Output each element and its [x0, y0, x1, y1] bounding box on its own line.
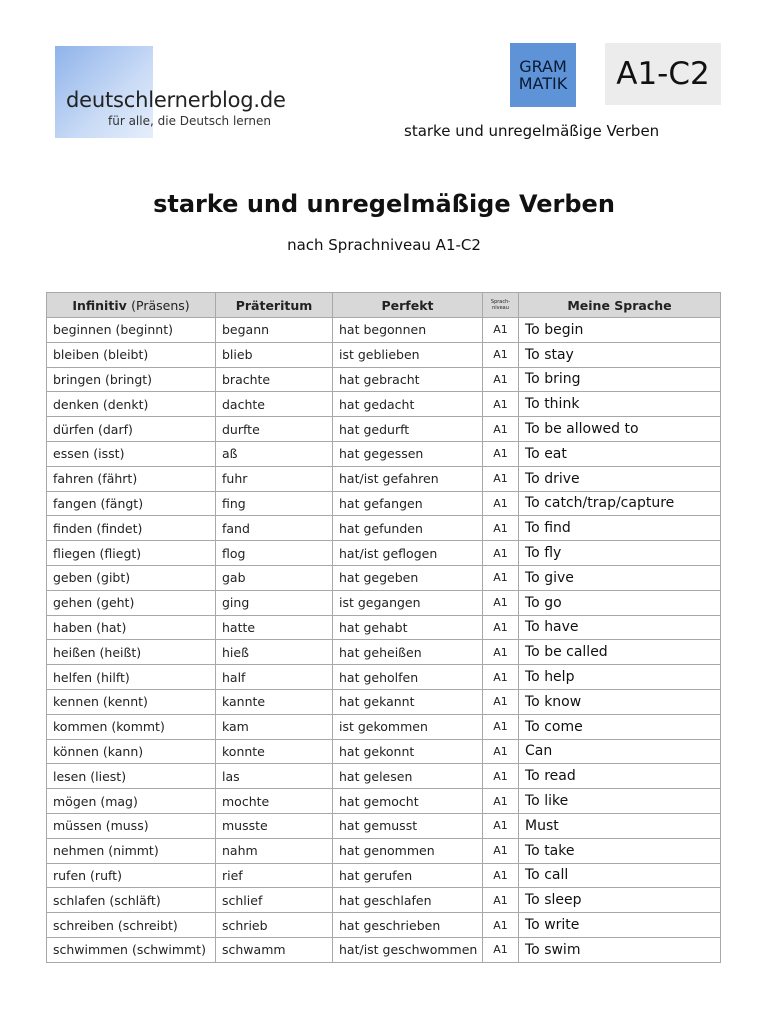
cell-sprachniveau: A1 [483, 417, 519, 442]
cell-meine-sprache[interactable]: To begin [519, 318, 721, 343]
table-row [47, 913, 721, 938]
table-row [47, 491, 721, 516]
cell-praeteritum: brachte [216, 367, 333, 392]
cell-perfekt: hat gegessen [333, 441, 483, 466]
cell-sprachniveau: A1 [483, 491, 519, 516]
table-row [47, 937, 721, 962]
cell-perfekt: hat gemocht [333, 789, 483, 814]
cell-praeteritum: hatte [216, 615, 333, 640]
cell-sprachniveau: A1 [483, 441, 519, 466]
table-row [47, 441, 721, 466]
cell-meine-sprache[interactable]: To swim [519, 937, 721, 962]
cell-meine-sprache[interactable]: To drive [519, 466, 721, 491]
cell-infinitiv: können (kann) [47, 739, 216, 764]
cell-infinitiv: lesen (liest) [47, 764, 216, 789]
cell-meine-sprache[interactable]: To catch/trap/capture [519, 491, 721, 516]
cell-meine-sprache[interactable]: Must [519, 813, 721, 838]
cell-sprachniveau: A1 [483, 888, 519, 913]
logo-tagline: für alle, die Deutsch lernen [108, 114, 271, 128]
cell-praeteritum: mochte [216, 789, 333, 814]
grammatik-badge [510, 43, 576, 107]
cell-sprachniveau: A1 [483, 541, 519, 566]
cell-sprachniveau: A1 [483, 466, 519, 491]
header-praesens-label: (Präsens) [131, 297, 190, 313]
cell-infinitiv: rufen (ruft) [47, 863, 216, 888]
cell-perfekt: hat/ist geschwommen [333, 937, 483, 962]
header-perfekt: Perfekt [333, 293, 483, 318]
cell-sprachniveau: A1 [483, 689, 519, 714]
cell-infinitiv: geben (gibt) [47, 565, 216, 590]
cell-praeteritum: konnte [216, 739, 333, 764]
cell-meine-sprache[interactable]: To take [519, 838, 721, 863]
cell-sprachniveau: A1 [483, 764, 519, 789]
cell-perfekt: hat gedurft [333, 417, 483, 442]
cell-infinitiv: bleiben (bleibt) [47, 342, 216, 367]
header-meine-sprache: Meine Sprache [519, 293, 721, 318]
table-row [47, 466, 721, 491]
logo-text[interactable]: deutschlernerblog.de [66, 88, 286, 112]
cell-meine-sprache[interactable]: To find [519, 516, 721, 541]
cell-infinitiv: haben (hat) [47, 615, 216, 640]
cell-praeteritum: schrieb [216, 913, 333, 938]
table-row [47, 615, 721, 640]
header-sprachniveau [483, 293, 519, 318]
cell-meine-sprache[interactable]: To read [519, 764, 721, 789]
cell-infinitiv: fangen (fängt) [47, 491, 216, 516]
cell-perfekt: hat gekonnt [333, 739, 483, 764]
page-subtitle: nach Sprachniveau A1-C2 [287, 236, 481, 254]
cell-meine-sprache[interactable]: To go [519, 590, 721, 615]
cell-meine-sprache[interactable]: To call [519, 863, 721, 888]
page-title: starke und unregelmäßige Verben [153, 190, 615, 218]
cell-meine-sprache[interactable]: To write [519, 913, 721, 938]
cell-perfekt: hat gefunden [333, 516, 483, 541]
cell-infinitiv: gehen (geht) [47, 590, 216, 615]
cell-perfekt: hat gelesen [333, 764, 483, 789]
cell-perfekt: hat genommen [333, 838, 483, 863]
cell-infinitiv: denken (denkt) [47, 392, 216, 417]
cell-praeteritum: musste [216, 813, 333, 838]
table-row [47, 764, 721, 789]
cell-praeteritum: kam [216, 714, 333, 739]
table-row [47, 565, 721, 590]
cell-perfekt: hat begonnen [333, 318, 483, 343]
table-row [47, 665, 721, 690]
cell-sprachniveau: A1 [483, 863, 519, 888]
cell-meine-sprache[interactable]: To have [519, 615, 721, 640]
cell-sprachniveau: A1 [483, 640, 519, 665]
cell-meine-sprache[interactable]: To like [519, 789, 721, 814]
cell-praeteritum: fing [216, 491, 333, 516]
cell-infinitiv: bringen (bringt) [47, 367, 216, 392]
cell-perfekt: hat gehabt [333, 615, 483, 640]
cell-infinitiv: heißen (heißt) [47, 640, 216, 665]
cell-praeteritum: fuhr [216, 466, 333, 491]
cell-perfekt: hat/ist gefahren [333, 466, 483, 491]
cell-meine-sprache[interactable]: To eat [519, 441, 721, 466]
table-row [47, 541, 721, 566]
table-row [47, 590, 721, 615]
cell-sprachniveau: A1 [483, 937, 519, 962]
cell-sprachniveau: A1 [483, 590, 519, 615]
cell-infinitiv: schlafen (schläft) [47, 888, 216, 913]
cell-perfekt: hat gedacht [333, 392, 483, 417]
cell-infinitiv: finden (findet) [47, 516, 216, 541]
cell-meine-sprache[interactable]: To be called [519, 640, 721, 665]
cell-perfekt: hat geschlafen [333, 888, 483, 913]
cell-praeteritum: half [216, 665, 333, 690]
cell-meine-sprache[interactable]: To give [519, 565, 721, 590]
cell-perfekt: hat/ist geflogen [333, 541, 483, 566]
cell-meine-sprache[interactable]: To help [519, 665, 721, 690]
table-row [47, 367, 721, 392]
cell-perfekt: hat gebracht [333, 367, 483, 392]
cell-perfekt: ist gekommen [333, 714, 483, 739]
cell-perfekt: hat gefangen [333, 491, 483, 516]
cell-praeteritum: dachte [216, 392, 333, 417]
cell-sprachniveau: A1 [483, 789, 519, 814]
header-sprachniveau-line-1: Sprach- [490, 299, 511, 305]
cell-infinitiv: nehmen (nimmt) [47, 838, 216, 863]
cell-meine-sprache[interactable]: To stay [519, 342, 721, 367]
header-infinitiv-label: Infinitiv [72, 297, 127, 313]
cell-infinitiv: schwimmen (schwimmt) [47, 937, 216, 962]
cell-meine-sprache[interactable]: Can [519, 739, 721, 764]
cell-infinitiv: fliegen (fliegt) [47, 541, 216, 566]
cell-perfekt: hat geheißen [333, 640, 483, 665]
cell-meine-sprache[interactable]: To come [519, 714, 721, 739]
cell-praeteritum: flog [216, 541, 333, 566]
cell-sprachniveau: A1 [483, 714, 519, 739]
cell-perfekt: hat gegeben [333, 565, 483, 590]
cell-infinitiv: beginnen (beginnt) [47, 318, 216, 343]
cell-praeteritum: schlief [216, 888, 333, 913]
cell-praeteritum: las [216, 764, 333, 789]
grammatik-line-2: MATIK [518, 74, 568, 93]
header-praeteritum: Präteritum [216, 293, 333, 318]
cell-sprachniveau: A1 [483, 516, 519, 541]
cell-sprachniveau: A1 [483, 813, 519, 838]
cell-praeteritum: rief [216, 863, 333, 888]
cell-praeteritum: ging [216, 590, 333, 615]
cell-perfekt: hat geschrieben [333, 913, 483, 938]
cell-perfekt: ist geblieben [333, 342, 483, 367]
cell-meine-sprache[interactable]: To be allowed to [519, 417, 721, 442]
cell-praeteritum: aß [216, 441, 333, 466]
table-row [47, 342, 721, 367]
table-header-row [47, 293, 721, 318]
header-infinitiv [47, 293, 216, 318]
cell-praeteritum: blieb [216, 342, 333, 367]
table-row [47, 392, 721, 417]
cell-sprachniveau: A1 [483, 838, 519, 863]
table-row [47, 318, 721, 343]
table-row [47, 417, 721, 442]
level-badge: A1-C2 [605, 43, 721, 105]
cell-praeteritum: hieß [216, 640, 333, 665]
cell-perfekt: hat gekannt [333, 689, 483, 714]
cell-meine-sprache[interactable]: To fly [519, 541, 721, 566]
table-row [47, 640, 721, 665]
table-row [47, 789, 721, 814]
header-sprachniveau-line-2: niveau [492, 305, 509, 311]
cell-infinitiv: dürfen (darf) [47, 417, 216, 442]
cell-meine-sprache[interactable]: To know [519, 689, 721, 714]
table-row [47, 888, 721, 913]
verb-table [46, 292, 721, 963]
cell-infinitiv: helfen (hilft) [47, 665, 216, 690]
table-row [47, 689, 721, 714]
cell-praeteritum: nahm [216, 838, 333, 863]
cell-perfekt: hat gemusst [333, 813, 483, 838]
cell-praeteritum: begann [216, 318, 333, 343]
cell-infinitiv: schreiben (schreibt) [47, 913, 216, 938]
cell-sprachniveau: A1 [483, 665, 519, 690]
cell-meine-sprache[interactable]: To sleep [519, 888, 721, 913]
cell-sprachniveau: A1 [483, 367, 519, 392]
cell-infinitiv: müssen (muss) [47, 813, 216, 838]
cell-praeteritum: fand [216, 516, 333, 541]
table-row [47, 863, 721, 888]
cell-meine-sprache[interactable]: To bring [519, 367, 721, 392]
cell-infinitiv: kommen (kommt) [47, 714, 216, 739]
cell-praeteritum: gab [216, 565, 333, 590]
table-row [47, 516, 721, 541]
cell-sprachniveau: A1 [483, 318, 519, 343]
cell-sprachniveau: A1 [483, 565, 519, 590]
cell-perfekt: ist gegangen [333, 590, 483, 615]
table-row [47, 813, 721, 838]
table-row [47, 739, 721, 764]
cell-infinitiv: fahren (fährt) [47, 466, 216, 491]
cell-perfekt: hat geholfen [333, 665, 483, 690]
cell-infinitiv: mögen (mag) [47, 789, 216, 814]
cell-sprachniveau: A1 [483, 392, 519, 417]
cell-meine-sprache[interactable]: To think [519, 392, 721, 417]
cell-praeteritum: durfte [216, 417, 333, 442]
cell-sprachniveau: A1 [483, 913, 519, 938]
cell-praeteritum: kannte [216, 689, 333, 714]
cell-infinitiv: essen (isst) [47, 441, 216, 466]
table-row [47, 838, 721, 863]
cell-infinitiv: kennen (kennt) [47, 689, 216, 714]
table-row [47, 714, 721, 739]
cell-sprachniveau: A1 [483, 739, 519, 764]
cell-sprachniveau: A1 [483, 615, 519, 640]
cell-perfekt: hat gerufen [333, 863, 483, 888]
cell-praeteritum: schwamm [216, 937, 333, 962]
header-subtitle: starke und unregelmäßige Verben [404, 122, 660, 140]
cell-sprachniveau: A1 [483, 342, 519, 367]
grammatik-line-1: GRAM [519, 57, 567, 76]
